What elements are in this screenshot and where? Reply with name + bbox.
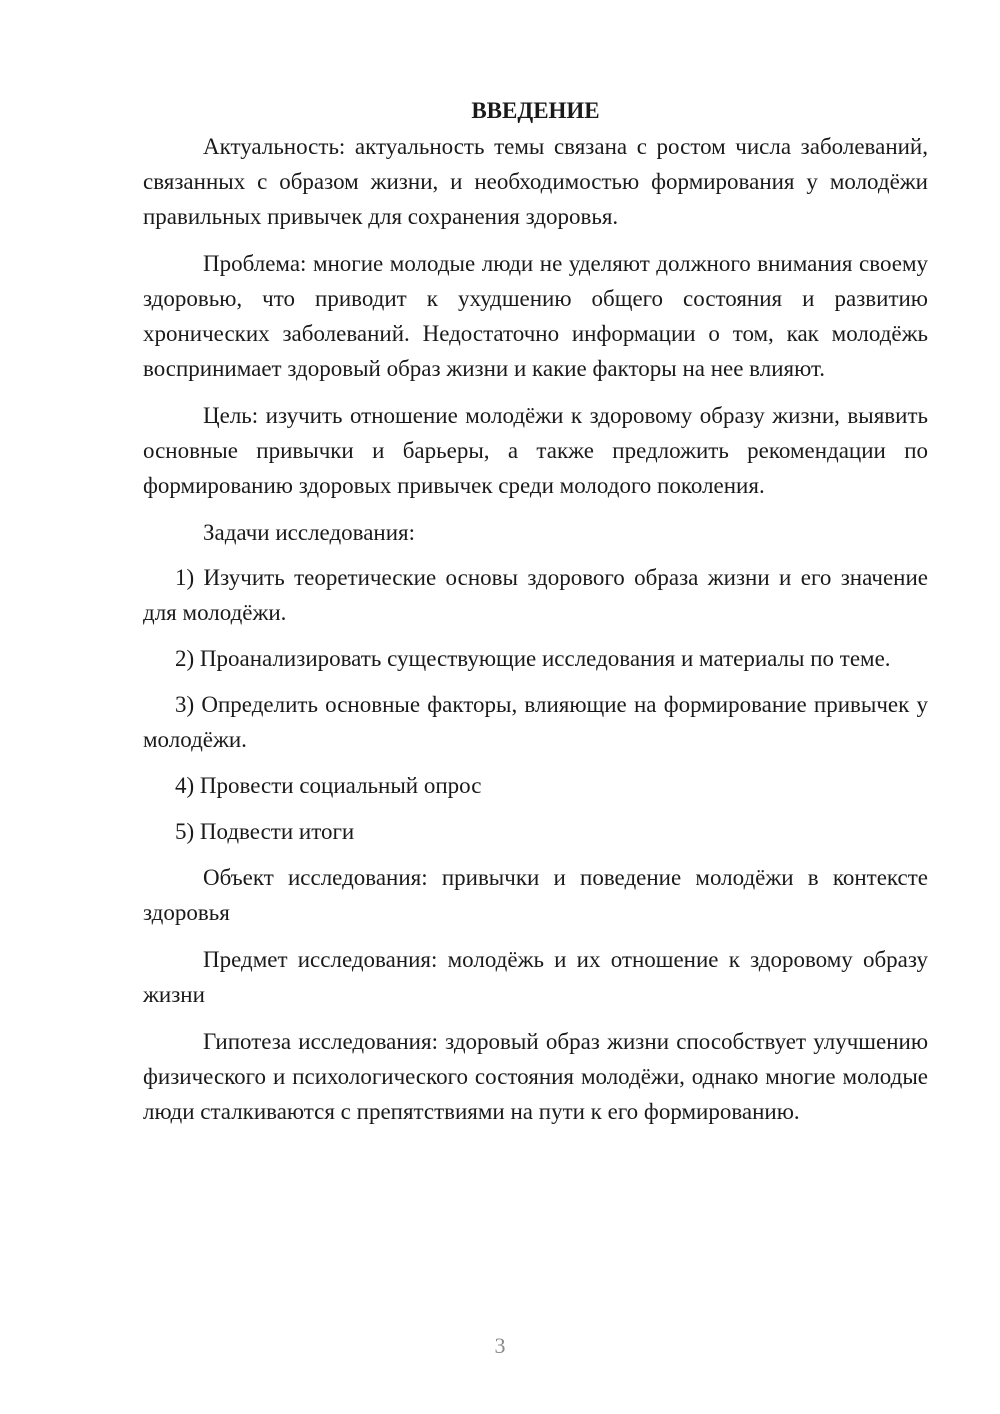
problem-paragraph: Проблема: многие молодые люди не уделяют должного внимания своему здоровью, что приводит к ухудшению общего состояния и развитию хронических заболеваний. Недостаточно информации о том, как молодёжь воспринимает здоровый образ жизни и какие факторы на нее влияют.	[143, 251, 928, 381]
hypothesis-paragraph: Гипотеза исследования: здоровый образ жизни способствует улучшению физического и психологического состояния молодёжи, однако многие молодые люди сталкиваются с препятствиями на пути к его формированию.	[143, 1029, 928, 1124]
relevance-paragraph: Актуальность: актуальность темы связана с ростом числа заболеваний, связанных с образом жизни, и необходимостью формирования у молодёжи правильных привычек для сохранения здоровья.	[143, 134, 928, 229]
goal-paragraph: Цель: изучить отношение молодёжи к здоровому образу жизни, выявить основные привычки и барьеры, а также предложить рекомендации по формированию здоровых привычек среди молодого поколения.	[143, 403, 928, 498]
task-item-5: 5) Подвести итоги	[175, 819, 355, 844]
task-item-4: 4) Провести социальный опрос	[175, 773, 482, 798]
subject-paragraph: Предмет исследования: молодёжь и их отношение к здоровому образу жизни	[143, 947, 928, 1007]
task-item-1: 1) Изучить теоретические основы здорового образа жизни и его значение для молодёжи.	[143, 565, 928, 625]
page-number: 3	[494, 1333, 506, 1358]
document-page	[143, 93, 928, 1141]
tasks-list	[143, 560, 928, 849]
tasks-heading: Задачи исследования:	[203, 520, 416, 545]
task-item-3: 3) Определить основные факторы, влияющие на формирование привычек у молодёжи.	[143, 692, 928, 752]
section-title: ВВЕДЕНИЕ	[471, 98, 600, 123]
task-item-2: 2) Проанализировать существующие исследования и материалы по теме.	[175, 646, 891, 671]
object-paragraph: Объект исследования: привычки и поведение молодёжи в контексте здоровья	[143, 865, 928, 925]
